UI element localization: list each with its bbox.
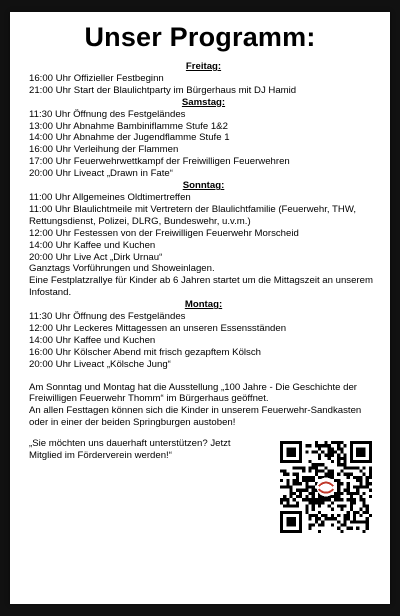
program-item: 11:30 Uhr Öffnung des Festgeländes [29,311,186,323]
day-heading-freitag: Freitag: [185,61,222,72]
day-heading-montag: Montag: [184,299,223,311]
program-item: 16:00 Uhr Verleihung der Flammen [29,144,179,156]
exhibition-note: Am Sonntag und Montag hat die Ausstellung „100 Jahre - Die Geschichte der Freiwilligen Feuerwehr Thomm“ im Bürgerhaus geöffnet. [29,381,357,405]
program-item: 20:00 Uhr Liveact „Drawn in Fate“ [29,168,173,180]
program-item: 17:00 Uhr Feuerwehrwettkampf der Freiwilligen Feuerwehren [29,156,290,168]
qr-code-icon[interactable] [280,441,372,533]
program-item: 11:00 Uhr Allgemeines Oldtimertreffen [29,191,191,203]
program-item: Eine Festplatzrallye für Kinder ab 6 Jahren startet um die Mittagszeit an unserem Infostand. [29,275,373,299]
program-item: 14:00 Uhr Kaffee und Kuchen [29,239,156,251]
program-item: 20:00 Uhr Liveact „Kölsche Jung“ [29,358,171,370]
program-item: 12:00 Uhr Leckeres Mittagessen an unseren Essensständen [29,322,287,334]
program-item: 12:00 Uhr Festessen von der Freiwilligen Feuerwehr Morscheid [29,227,299,239]
program-item: 11:30 Uhr Öffnung des Festgeländes [29,108,186,120]
day-heading-sonntag: Sonntag: [182,180,225,192]
program-item: Ganztags Vorführungen und Showeinlagen. [29,263,215,275]
program-item: 14:00 Uhr Kaffee und Kuchen [29,334,156,346]
program-item: 13:00 Uhr Abnahme Bambiniflamme Stufe 1&2 [29,120,228,132]
program-item: 16:00 Uhr Kölscher Abend mit frisch gezapftem Kölsch [29,346,261,358]
membership-callout: „Sie möchten uns dauerhaft unterstützen? Jetzt Mitglied im Förderverein werden!“ [29,438,231,462]
program-item: 16:00 Uhr Offizieller Festbeginn [29,72,164,84]
kids-note: An allen Festtagen können sich die Kinder in unserem Feuerwehr-Sandkasten oder in einer der beiden Springburgen austoben! [29,405,362,429]
program-item: 20:00 Uhr Live Act „Dirk Urnau“ [29,251,163,263]
support-section [29,438,378,538]
program-content [10,53,390,538]
program-item: 21:00 Uhr Start der Blaulichtparty im Bürgerhaus mit DJ Hamid [29,84,297,96]
day-heading-samstag: Samstag: [181,96,226,108]
program-item: 11:00 Uhr Blaulichtmeile mit Vertretern der Blaulichtfamilie (Feuerwehr, THW, Rettungsdienst, Polizei, DLRG, Bundeswehr, u.v.m.) [29,203,357,227]
program-flyer [10,12,390,604]
program-item: 14:00 Uhr Abnahme der Jugendflamme Stufe 1 [29,132,230,144]
page-title: Unser Programm: [84,22,316,52]
